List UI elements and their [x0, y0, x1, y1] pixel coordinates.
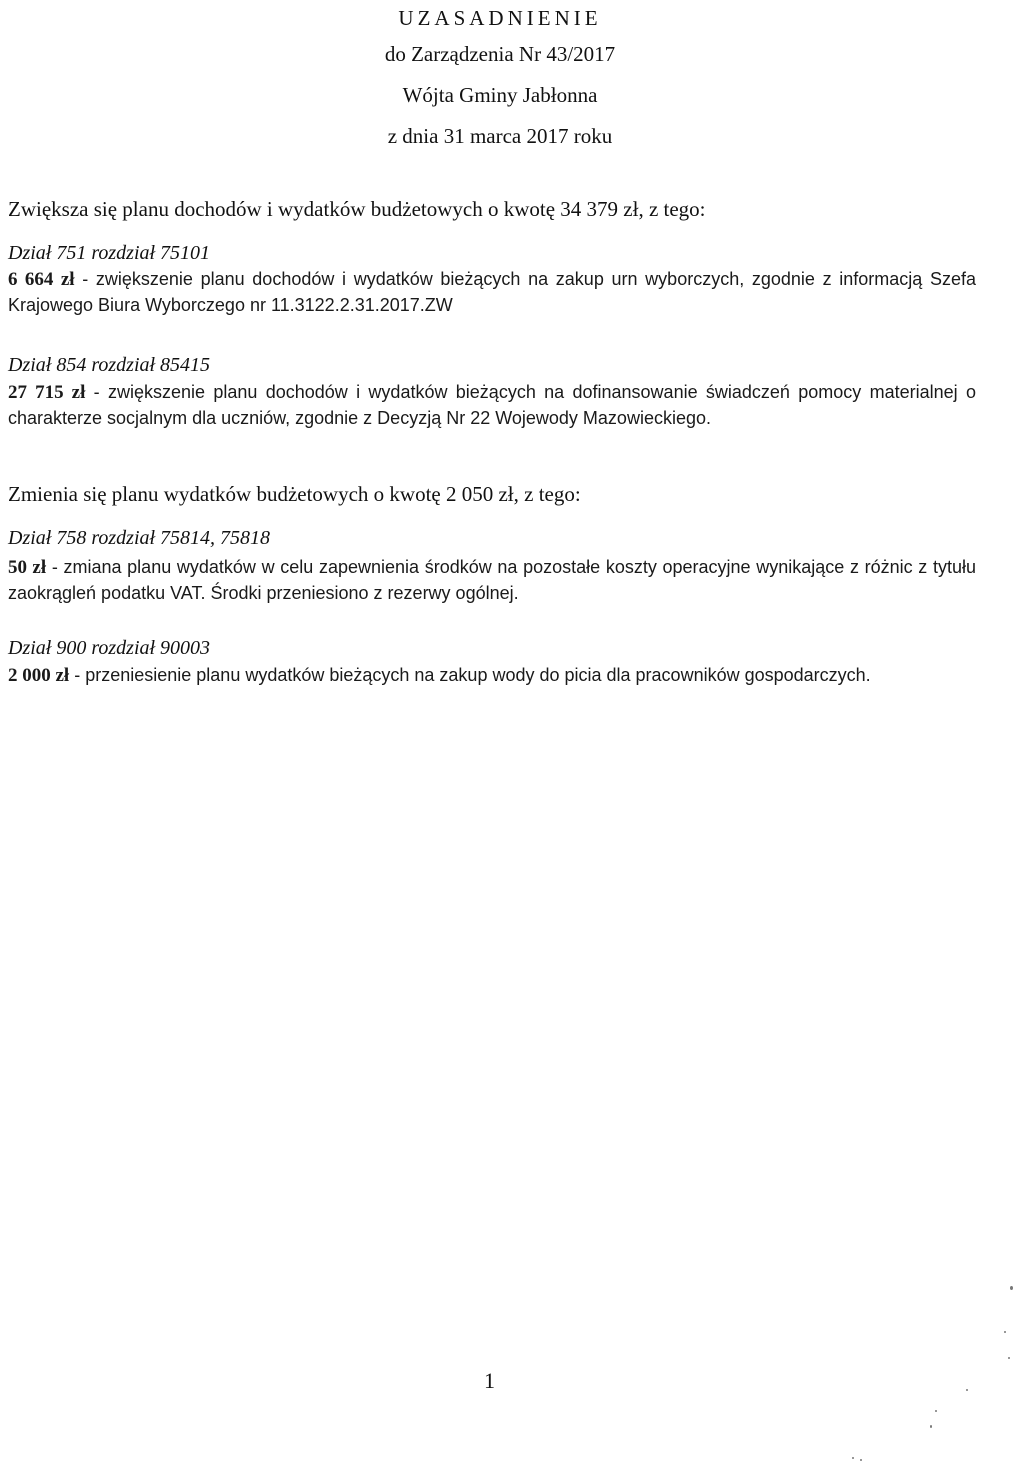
- budget-description: - przeniesienie planu wydatków bieżących na zakup wody do picia dla pracowników gospodarczych.: [69, 665, 871, 685]
- scan-speck: [966, 1389, 968, 1391]
- budget-amount: 6 664 zł: [8, 269, 75, 290]
- budget-amount: 27 715 zł: [8, 382, 86, 403]
- scan-speck: [935, 1410, 937, 1412]
- dzial-heading: Dział 900 rozdział 90003: [8, 637, 211, 659]
- budget-item-text: [8, 663, 976, 689]
- scan-speck: [1010, 1286, 1013, 1290]
- budget-item-text: [8, 555, 976, 605]
- budget-description: - zmiana planu wydatków w celu zapewnienia środków na pozostałe koszty operacyjne wynikające z różnic z tytułu zaokrągleń podatku VAT. Środki przeniesiono z rezerwy ogólnej.: [8, 557, 976, 603]
- document-date: z dnia 31 marca 2017 roku: [387, 124, 613, 148]
- scan-speck: [930, 1425, 932, 1428]
- document-title: UZASADNIENIE: [398, 6, 602, 30]
- dzial-heading: Dział 751 rozdział 75101: [8, 242, 211, 264]
- issuer: Wójta Gminy Jabłonna: [402, 83, 598, 107]
- budget-amount: 2 000 zł: [8, 665, 70, 686]
- scan-speck: [860, 1459, 862, 1461]
- section-heading-change: Zmienia się planu wydatków budżetowych o kwotę 2 050 zł, z tego:: [8, 482, 581, 506]
- budget-description: - zwiększenie planu dochodów i wydatków bieżących na dofinansowanie świadczeń pomocy materialnej o charakterze socjalnym dla uczniów, zgodnie z Decyzją Nr 22 Wojewody Mazowieckiego.: [8, 382, 976, 428]
- dzial-heading: Dział 758 rozdział 75814, 75818: [8, 527, 271, 549]
- section-heading-increase: Zwiększa się planu dochodów i wydatków budżetowych o kwotę 34 379 zł, z tego:: [8, 197, 706, 221]
- scan-speck: [852, 1457, 854, 1459]
- scan-speck: [1004, 1331, 1006, 1333]
- budget-description: - zwiększenie planu dochodów i wydatków bieżących na zakup urn wyborczych, zgodnie z informacją Szefa Krajowego Biura Wyborczego nr 11.3122.2.31.2017.ZW: [8, 269, 976, 315]
- dzial-heading: Dział 854 rozdział 85415: [8, 354, 211, 376]
- scan-speck: [1008, 1357, 1010, 1359]
- page-number: 1: [484, 1368, 495, 1393]
- budget-item-text: [8, 380, 976, 430]
- budget-item-text: [8, 267, 976, 317]
- budget-amount: 50 zł: [8, 557, 47, 578]
- ordinance-reference: do Zarządzenia Nr 43/2017: [384, 42, 616, 66]
